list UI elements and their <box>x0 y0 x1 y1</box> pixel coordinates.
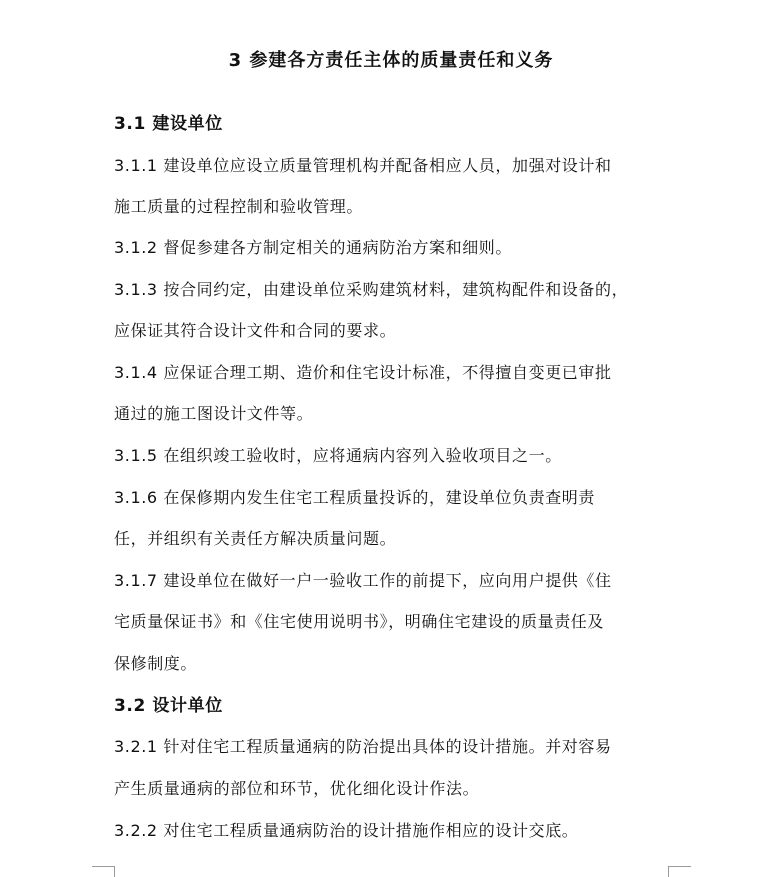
paragraph-line: 施工质量的过程控制和验收管理。 <box>114 197 364 216</box>
paragraph-line: 3.1.7 建设单位在做好一户一验收工作的前提下，应向用户提供《住 <box>114 571 612 590</box>
paragraph-line: 产生质量通病的部位和环节，优化细化设计作法。 <box>114 779 480 798</box>
paragraph-line: 3.1.1 建设单位应设立质量管理机构并配备相应人员，加强对设计和 <box>114 156 612 175</box>
paragraph-line: 3.1.3 按合同约定，由建设单位采购建筑材料，建筑构配件和设备的， <box>114 280 629 299</box>
paragraph-line: 3.1.4 应保证合理工期、造价和住宅设计标准，不得擅自变更已审批 <box>114 363 612 382</box>
paragraph-line: 任，并组织有关责任方解决质量问题。 <box>114 529 397 548</box>
page-corner-mark-right <box>668 866 691 877</box>
paragraph-line: 3.2.2 对住宅工程质量通病防治的设计措施作相应的设计交底。 <box>114 821 579 840</box>
paragraph-line: 3.2.1 针对住宅工程质量通病的防治提出具体的设计措施。并对容易 <box>114 737 612 756</box>
page-corner-mark-left <box>92 866 115 877</box>
subsection-heading-3-1: 3.1 建设单位 <box>114 114 223 134</box>
section-title: 3 参建各方责任主体的质量责任和义务 <box>228 50 554 71</box>
paragraph-line: 保修制度。 <box>114 654 198 673</box>
paragraph-line: 3.1.5 在组织竣工验收时，应将通病内容列入验收项目之一。 <box>114 446 562 465</box>
paragraph-line: 3.1.6 在保修期内发生住宅工程质量投诉的，建设单位负责查明责 <box>114 488 595 507</box>
subsection-heading-3-2: 3.2 设计单位 <box>114 696 223 716</box>
paragraph-line: 3.1.2 督促参建各方制定相关的通病防治方案和细则。 <box>114 238 512 257</box>
paragraph-line: 应保证其符合设计文件和合同的要求。 <box>114 321 397 340</box>
paragraph-line: 通过的施工图设计文件等。 <box>114 404 314 423</box>
paragraph-line: 宅质量保证书》和《住宅使用说明书》，明确住宅建设的质量责任及 <box>114 612 605 631</box>
